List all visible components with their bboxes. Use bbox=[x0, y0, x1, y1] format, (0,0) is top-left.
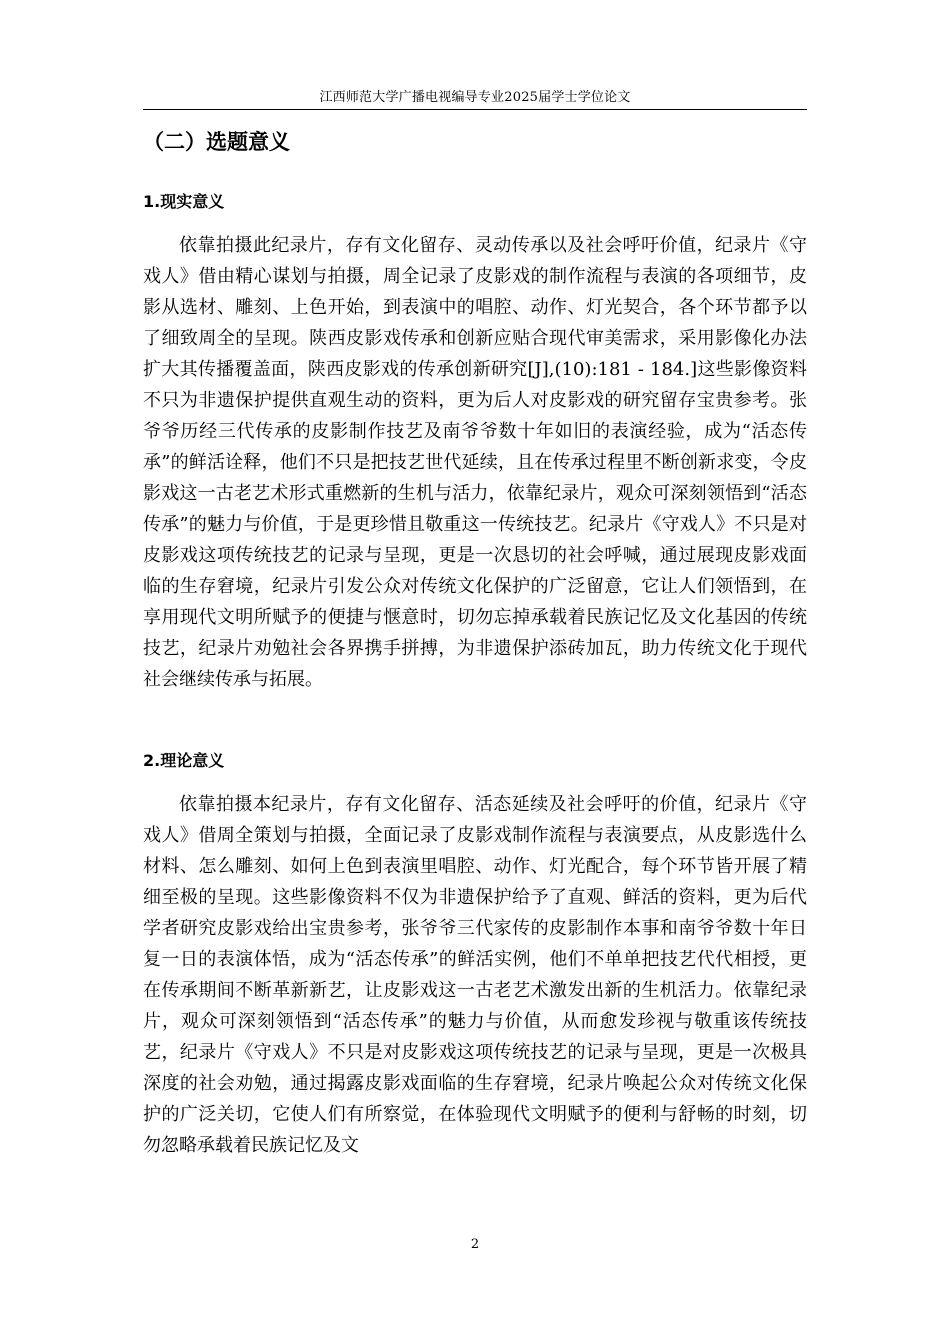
body-paragraph-practical: 依靠拍摄此纪录片，存有文化留存、灵动传承以及社会呼吁价值，纪录片《守戏人》借由精心谋划与拍摄，周全记录了皮影戏的制作流程与表演的各项细节，皮影从选材、雕刻、上色开始，到表演中的唱腔、动作、灯光契合，各个环节都予以了细致周全的呈现。陕西皮影戏传承和创新应贴合现代审美需求，采用影像化办法扩大其传播覆盖面，陕西皮影戏的传承创新研究[J],(10):181 - 184.]这些影像资料不只为非遗保护提供直观生动的资料，更为后人对皮影戏的研究留存宝贵参考。张爷爷历经三代传承的皮影制作技艺及南爷爷数十年如旧的表演经验，成为“活态传承”的鲜活诠释，他们不只是把技艺世代延续，且在传承过程里不断创新求变，令皮影戏这一古老艺术形式重燃新的生机与活力，依靠纪录片，观众可深刻领悟到“活态传承”的魅力与价值，于是更珍惜且敬重这一传统技艺。纪录片《守戏人》不只是对皮影戏这项传统技艺的记录与呈现，更是一次恳切的社会呼喊，通过展现皮影戏面临的生存窘境，纪录片引发公众对传统文化保护的广泛留意，它让人们领悟到，在享用现代文明所赋予的便捷与惬意时，切勿忘掉承载着民族记忆及文化基因的传统技艺，纪录片劝勉社会各界携手拼搏，为非遗保护添砖加瓦，助力传统文化于现代社会继续传承与拓展。 bbox=[143, 235, 807, 690]
running-header: 江西师范大学广播电视编导专业2025届学士学位论文 bbox=[319, 90, 631, 105]
section-title: （二）选题意义 bbox=[143, 130, 290, 154]
page-number: 2 bbox=[470, 1237, 480, 1252]
header-divider bbox=[143, 109, 807, 110]
body-paragraph-theoretical: 依靠拍摄本纪录片，存有文化留存、活态延续及社会呼吁的价值，纪录片《守戏人》借周全策划与拍摄，全面记录了皮影戏制作流程与表演要点，从皮影选什么材料、怎么雕刻、如何上色到表演里唱腔、动作、灯光配合，每个环节皆开展了精细至极的呈现。这些影像资料不仅为非遗保护给予了直观、鲜活的资料，更为后代学者研究皮影戏给出宝贵参考，张爷爷三代家传的皮影制作本事和南爷爷数十年日复一日的表演体悟，成为“活态传承”的鲜活实例，他们不单单把技艺代代相授，更在传承期间不断革新新艺，让皮影戏这一古老艺术激发出新的生机活力。依靠纪录片，观众可深刻领悟到“活态传承”的魅力与价值，从而愈发珍视与敬重该传统技艺，纪录片《守戏人》不只是对皮影戏这项传统技艺的记录与呈现，更是一次极具深度的社会劝勉，通过揭露皮影戏面临的生存窘境，纪录片唤起公众对传统文化保护的广泛关切，它使人们有所察觉，在体验现代文明赋予的便利与舒畅的时刻，切勿忽略承载着民族记忆及文 bbox=[143, 794, 807, 1156]
subsection-heading-theoretical: 2.理论意义 bbox=[143, 751, 225, 770]
subsection-heading-practical: 1.现实意义 bbox=[143, 192, 225, 211]
